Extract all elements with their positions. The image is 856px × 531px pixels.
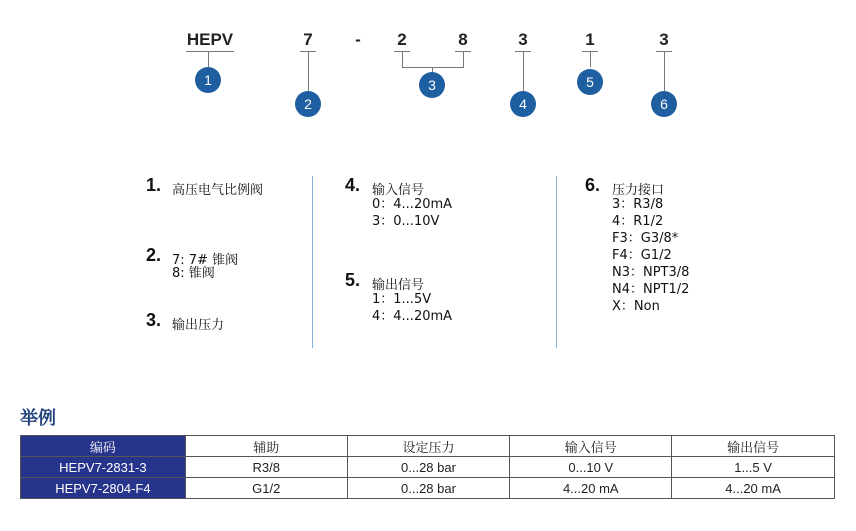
legend-num-1: 1. (146, 175, 162, 195)
legend-label-6: 压力接口 (612, 183, 665, 198)
cell-accessory: R3/8 (185, 457, 347, 478)
legend-sub-5-2: 4：4...20mA (372, 309, 453, 324)
connector-2 (308, 51, 309, 91)
cell-set-pressure: 0...28 bar (347, 478, 510, 499)
code-part-port: 3 (659, 30, 669, 49)
legend-label-1: 高压电气比例阀 (172, 183, 264, 198)
badge-4: 4 (510, 91, 536, 117)
header-code: 编码 (21, 436, 186, 457)
legend-num-5: 5. (345, 270, 361, 290)
code-part-output: 1 (585, 30, 595, 49)
example-title: 举例 (20, 408, 56, 429)
cell-code: HEPV7-2804-F4 (21, 478, 186, 499)
legend-sub-6-5: N3：NPT3/8 (612, 265, 690, 280)
code-part-dash: - (355, 30, 361, 49)
legend-label-5: 输出信号 (372, 278, 425, 293)
code-part-pressure-a: 2 (397, 30, 407, 49)
table-row (21, 457, 835, 478)
legend-sub-6-4: F4：G1/2 (612, 248, 672, 263)
column-divider-1 (312, 176, 313, 348)
header-input-signal: 输入信号 (510, 436, 672, 457)
code-part-valve: 7 (303, 30, 313, 49)
legend-num-3: 3. (146, 310, 162, 330)
legend-sub-6-2: 4：R1/2 (612, 214, 664, 229)
connector-5 (590, 51, 591, 67)
header-set-pressure: 设定压力 (347, 436, 510, 457)
bracket-left (402, 51, 403, 67)
cell-set-pressure: 0...28 bar (347, 457, 510, 478)
code-part-input: 3 (518, 30, 528, 49)
badge-3: 3 (419, 72, 445, 98)
legend-sub-5-1: 1：1...5V (372, 292, 432, 307)
legend-label-3: 输出压力 (172, 318, 225, 333)
cell-accessory: G1/2 (185, 478, 347, 499)
connector-1 (208, 51, 209, 67)
bracket-right (463, 51, 464, 67)
cell-output-signal: 4...20 mA (672, 478, 835, 499)
legend-sub-4-2: 3：0...10V (372, 214, 440, 229)
code-part-hepv: HEPV (186, 30, 234, 49)
legend-num-2: 2. (146, 245, 162, 265)
connector-6 (664, 51, 665, 91)
connector-4 (523, 51, 524, 91)
bracket-bottom (402, 67, 464, 68)
header-accessory: 辅助 (185, 436, 347, 457)
example-table (20, 435, 835, 499)
table-header-row (21, 436, 835, 457)
legend-sub-4-1: 0：4...20mA (372, 197, 453, 212)
badge-5: 5 (577, 69, 603, 95)
cell-input-signal: 4...20 mA (510, 478, 672, 499)
code-part-pressure-b: 8 (458, 30, 468, 49)
underline-1 (186, 51, 234, 52)
column-divider-2 (556, 176, 557, 348)
cell-input-signal: 0...10 V (510, 457, 672, 478)
badge-1: 1 (195, 67, 221, 93)
badge-2: 2 (295, 91, 321, 117)
legend-sub-6-6: N4：NPT1/2 (612, 282, 690, 297)
legend-num-6: 6. (585, 175, 601, 195)
header-output-signal: 输出信号 (672, 436, 835, 457)
cell-output-signal: 1...5 V (672, 457, 835, 478)
legend-sub-6-1: 3：R3/8 (612, 197, 664, 212)
legend-label-4: 输入信号 (372, 183, 425, 198)
legend-sub-6-7: X：Non (612, 299, 660, 314)
legend-sub-2-1: 8: 锥阀 (172, 266, 215, 281)
legend-sub-6-3: F3：G3/8* (612, 231, 679, 246)
table-row (21, 478, 835, 499)
cell-code: HEPV7-2831-3 (21, 457, 186, 478)
badge-6: 6 (651, 91, 677, 117)
legend-num-4: 4. (345, 175, 361, 195)
legend-label-2: 7: 7# 锥阀 (172, 253, 239, 268)
